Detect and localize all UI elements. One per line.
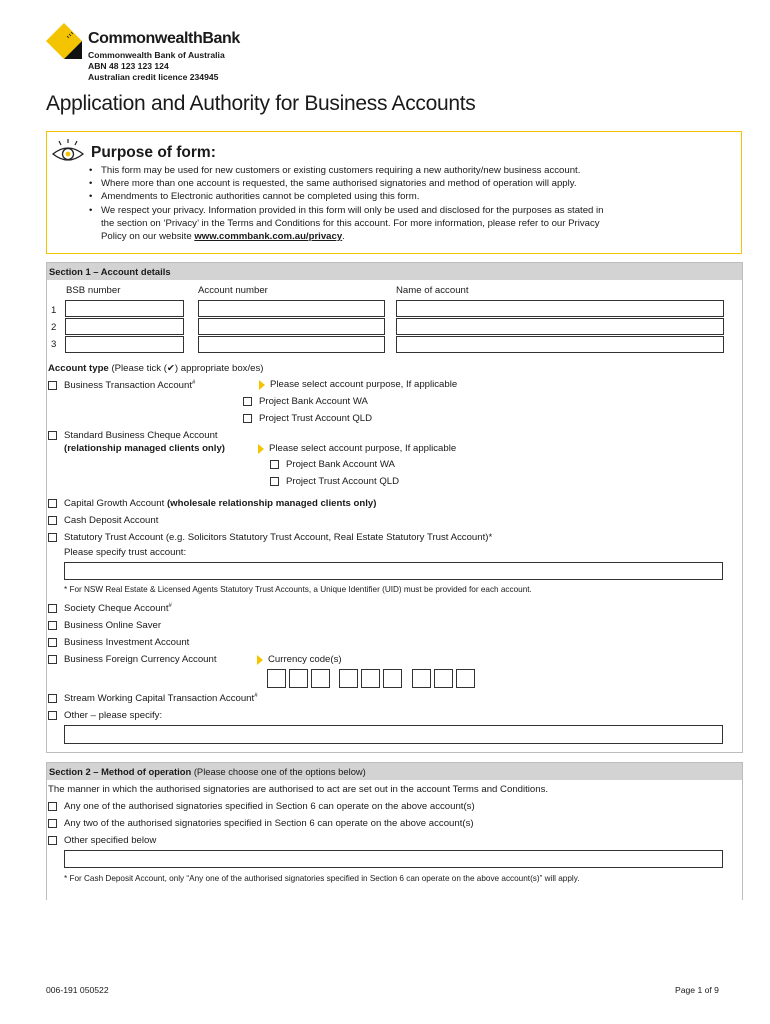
other-method-label: Other specified below — [64, 835, 157, 846]
project-trust-qld-label-1: Project Trust Account QLD — [259, 413, 373, 424]
purpose-bullet-4: • We respect your privacy. Information provided in this form will only be used and disclosed for the purposes as stated in — [89, 205, 604, 216]
account-name-column-label: Name of account — [396, 285, 469, 296]
relationship-only-note: (relationship managed clients only) — [64, 443, 225, 454]
row-number-2: 2 — [51, 322, 57, 333]
trust-account-input[interactable] — [64, 562, 723, 580]
commbank-logo-icon — [46, 23, 82, 59]
bsb-input-1[interactable] — [65, 300, 184, 317]
capital-growth-label: Capital Growth Account (wholesale relationship managed clients only) — [64, 498, 377, 509]
other-specify-input[interactable] — [64, 725, 723, 744]
standard-cheque-checkbox[interactable] — [48, 431, 57, 440]
purpose-bullet-3: • Amendments to Electronic authorities cannot be completed using this form. — [89, 191, 420, 202]
purpose-heading: Purpose of form: — [91, 144, 216, 161]
investment-label: Business Investment Account — [64, 637, 190, 648]
method-intro: The manner in which the authorised signatories are authorised to act are set out in the account Terms and Conditions. — [48, 784, 549, 795]
specify-trust-label: Please specify trust account: — [64, 547, 187, 558]
project-trust-qld-label-2: Project Trust Account QLD — [286, 476, 400, 487]
currency-code-box[interactable] — [311, 669, 330, 688]
section-2-heading: Section 2 – Method of operation (Please choose one of the options below) — [47, 763, 742, 780]
arrow-right-icon — [259, 380, 265, 390]
project-bank-wa-label-1: Project Bank Account WA — [259, 396, 368, 407]
online-saver-label: Business Online Saver — [64, 620, 162, 631]
any-one-signatory-label: Any one of the authorised signatories specified in Section 6 can operate on the above account(s) — [64, 801, 475, 812]
foreign-currency-checkbox[interactable] — [48, 655, 57, 664]
project-bank-wa-checkbox-1[interactable] — [243, 397, 252, 406]
page-number: Page 1 of 9 — [675, 985, 719, 995]
brand-legal-name: Commonwealth Bank of Australia — [88, 50, 225, 60]
currency-code-box[interactable] — [434, 669, 453, 688]
row-number-1: 1 — [51, 305, 57, 316]
society-cheque-label: Society Cheque Account# — [64, 603, 172, 615]
any-two-signatory-label: Any two of the authorised signatories specified in Section 6 can operate on the above account(s) — [64, 818, 474, 829]
investment-checkbox[interactable] — [48, 638, 57, 647]
any-one-signatory-checkbox[interactable] — [48, 802, 57, 811]
account-number-input-1[interactable] — [198, 300, 385, 317]
section-1 — [46, 262, 743, 753]
bsb-input-3[interactable] — [65, 336, 184, 353]
project-bank-wa-checkbox-2[interactable] — [270, 460, 279, 469]
purpose-bullet-1: • This form may be used for new customers or existing customers requiring a new authority/new business account. — [89, 165, 581, 176]
select-purpose-label-1: Please select account purpose, If applicable — [270, 379, 458, 390]
currency-code-box[interactable] — [289, 669, 308, 688]
business-transaction-label: Business Transaction Account# — [64, 380, 196, 392]
bsb-column-label: BSB number — [66, 285, 121, 296]
account-name-input-2[interactable] — [396, 318, 724, 335]
currency-code-box[interactable] — [412, 669, 431, 688]
stream-working-label: Stream Working Capital Transaction Account# — [64, 693, 258, 705]
privacy-line-2: the section on ‘Privacy’ in the Terms and Conditions for this account. For more information, please refer to our Privacy — [101, 218, 600, 229]
uid-note: * For NSW Real Estate & Licensed Agents Statutory Trust Accounts, a Unique Identifier (UID) must be provided for each account. — [64, 585, 532, 594]
select-purpose-label-2: Please select account purpose, If applicable — [269, 443, 457, 454]
purpose-box — [46, 131, 742, 254]
privacy-line-3: Policy on our website www.commbank.com.au/privacy. — [101, 231, 345, 242]
eye-icon — [51, 138, 85, 166]
arrow-right-icon — [257, 655, 263, 665]
other-method-input[interactable] — [64, 850, 723, 868]
brand-abn: ABN 48 123 123 124 — [88, 61, 169, 71]
section-2 — [46, 762, 743, 900]
project-trust-qld-checkbox-2[interactable] — [270, 477, 279, 486]
brand-name: CommonwealthBank — [88, 30, 240, 47]
currency-code-box[interactable] — [383, 669, 402, 688]
other-checkbox[interactable] — [48, 711, 57, 720]
account-type-label: Account type (Please tick (✔) appropriate box/es) — [48, 363, 264, 374]
row-number-3: 3 — [51, 339, 57, 350]
bsb-input-2[interactable] — [65, 318, 184, 335]
stream-working-checkbox[interactable] — [48, 694, 57, 703]
arrow-right-icon — [258, 444, 264, 454]
currency-codes-label: Currency code(s) — [268, 654, 342, 665]
section-1-heading: Section 1 – Account details — [47, 263, 742, 280]
project-bank-wa-label-2: Project Bank Account WA — [286, 459, 395, 470]
currency-code-box[interactable] — [339, 669, 358, 688]
account-name-input-3[interactable] — [396, 336, 724, 353]
other-specify-label: Other – please specify: — [64, 710, 163, 721]
account-name-input-1[interactable] — [396, 300, 724, 317]
account-number-input-3[interactable] — [198, 336, 385, 353]
purpose-bullet-2: • Where more than one account is requested, the same authorised signatories and method of operation will apply. — [89, 178, 577, 189]
foreign-currency-label: Business Foreign Currency Account — [64, 654, 217, 665]
statutory-trust-checkbox[interactable] — [48, 533, 57, 542]
privacy-link[interactable]: www.commbank.com.au/privacy — [194, 231, 343, 242]
currency-code-box[interactable] — [267, 669, 286, 688]
business-transaction-checkbox[interactable] — [48, 381, 57, 390]
society-cheque-checkbox[interactable] — [48, 604, 57, 613]
account-number-column-label: Account number — [198, 285, 268, 296]
account-number-input-2[interactable] — [198, 318, 385, 335]
form-code: 006-191 050522 — [46, 985, 109, 995]
online-saver-checkbox[interactable] — [48, 621, 57, 630]
statutory-trust-label: Statutory Trust Account (e.g. Solicitors Statutory Trust Account, Real Estate Statutory Trust Account)* — [64, 532, 493, 543]
currency-code-box[interactable] — [456, 669, 475, 688]
standard-cheque-label: Standard Business Cheque Account — [64, 430, 218, 441]
any-two-signatory-checkbox[interactable] — [48, 819, 57, 828]
project-trust-qld-checkbox-1[interactable] — [243, 414, 252, 423]
capital-growth-checkbox[interactable] — [48, 499, 57, 508]
other-method-checkbox[interactable] — [48, 836, 57, 845]
cash-deposit-checkbox[interactable] — [48, 516, 57, 525]
currency-code-box[interactable] — [361, 669, 380, 688]
page-title: Application and Authority for Business Accounts — [46, 92, 476, 115]
cash-deposit-method-note: * For Cash Deposit Account, only “Any one of the authorised signatories specified in Section 6 can operate on the above account(s)” will apply. — [64, 874, 580, 883]
brand-licence: Australian credit licence 234945 — [88, 72, 219, 82]
cash-deposit-label: Cash Deposit Account — [64, 515, 159, 526]
